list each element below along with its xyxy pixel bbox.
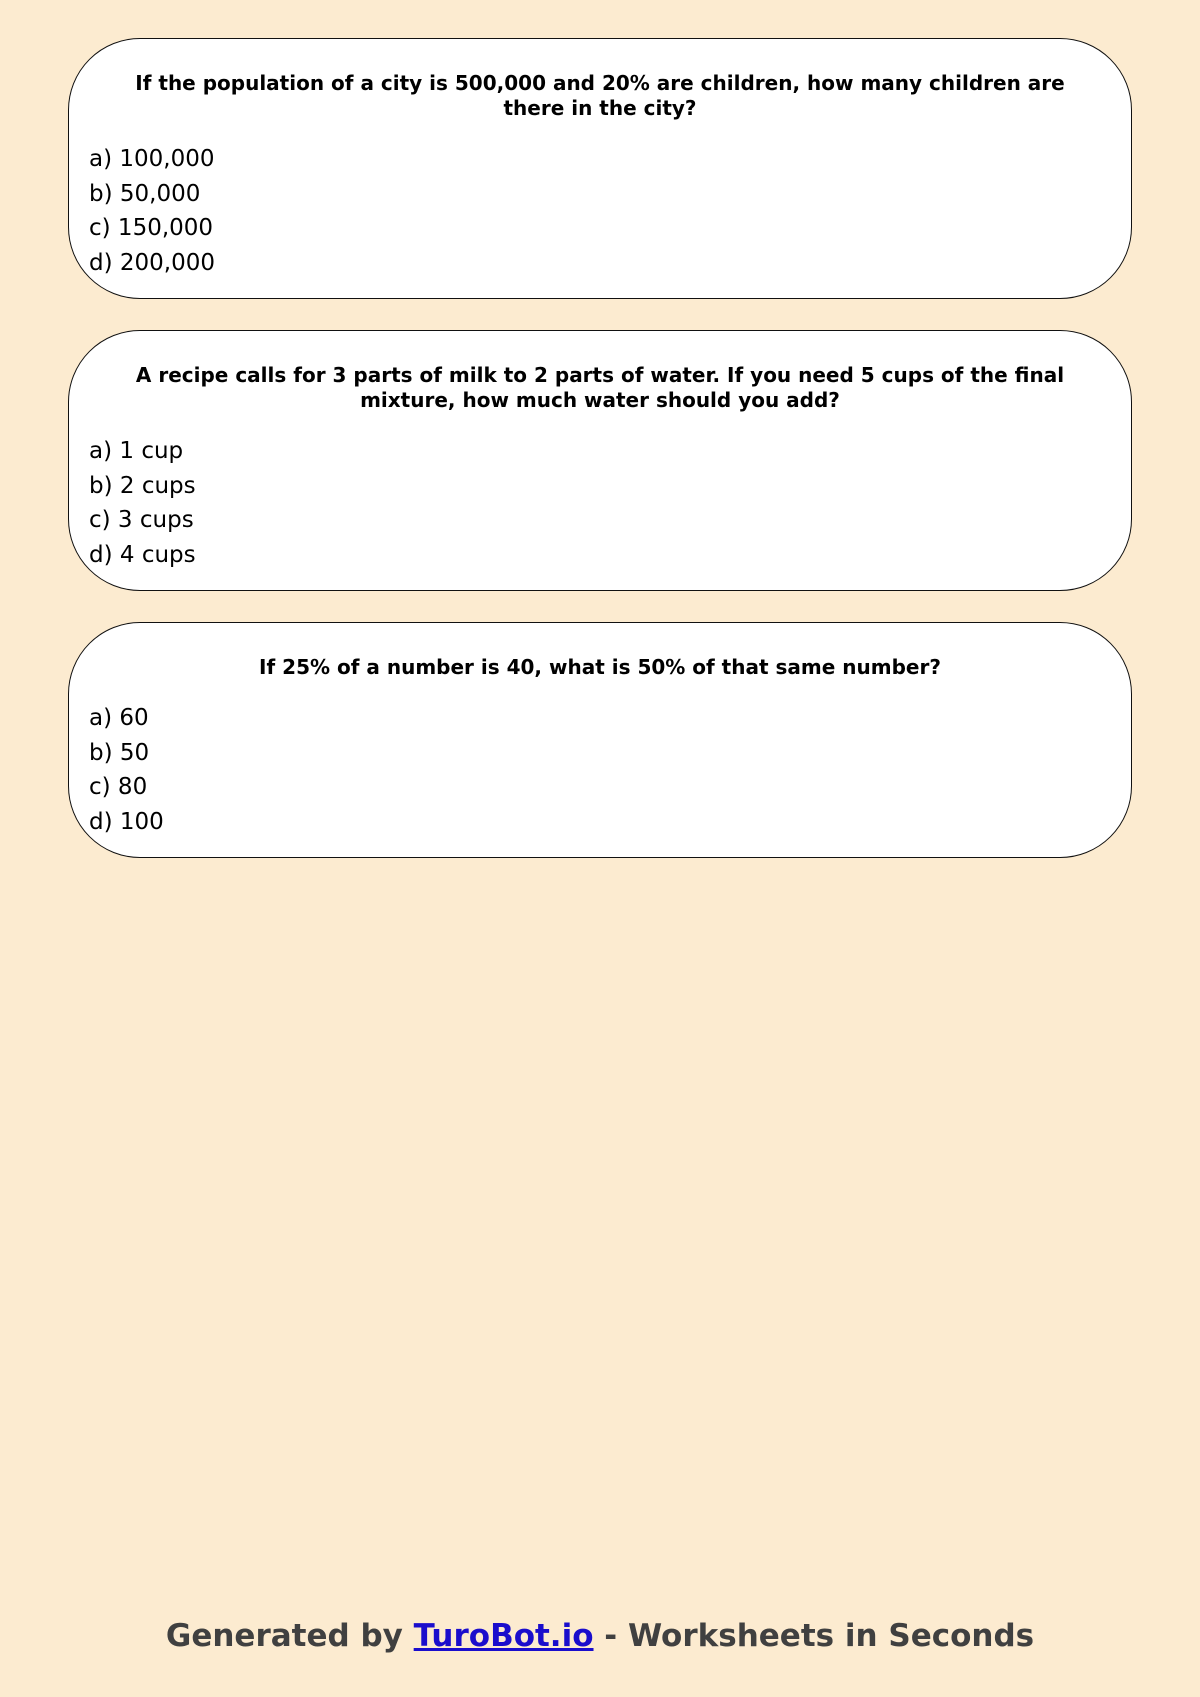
option-a: a) 1 cup <box>89 438 184 464</box>
option-c: c) 3 cups <box>89 507 194 533</box>
footer-prefix: Generated by <box>165 1618 414 1654</box>
option-a: a) 60 <box>89 705 149 731</box>
option-d: d) 100 <box>89 808 164 835</box>
option-list <box>89 142 1093 280</box>
option-b: b) 50,000 <box>89 180 201 207</box>
option-b: b) 2 cups <box>89 472 196 499</box>
option-c: c) 80 <box>89 774 148 800</box>
question-list <box>68 38 1132 889</box>
option-d: d) 200,000 <box>89 249 215 276</box>
question-card-3 <box>68 622 1132 858</box>
option-b: b) 50 <box>89 739 150 766</box>
option-d: d) 4 cups <box>89 541 196 568</box>
turobot-link[interactable]: TuroBot.io <box>413 1618 594 1654</box>
option-list <box>89 434 1093 572</box>
question-card-2 <box>68 330 1132 591</box>
question-card-1 <box>68 38 1132 299</box>
question-text: If 25% of a number is 40, what is 50% of that same number? <box>259 655 941 679</box>
option-list <box>89 701 1093 839</box>
footer-suffix: - Worksheets in Seconds <box>593 1618 1035 1654</box>
footer <box>0 1616 1200 1656</box>
question-text: A recipe calls for 3 parts of milk to 2 parts of water. If you need 5 cups of the final mixture, how much water should you add? <box>135 363 1065 412</box>
option-a: a) 100,000 <box>89 146 215 172</box>
question-text: If the population of a city is 500,000 and 20% are children, how many children are there in the city? <box>135 71 1065 120</box>
option-c: c) 150,000 <box>89 215 214 241</box>
